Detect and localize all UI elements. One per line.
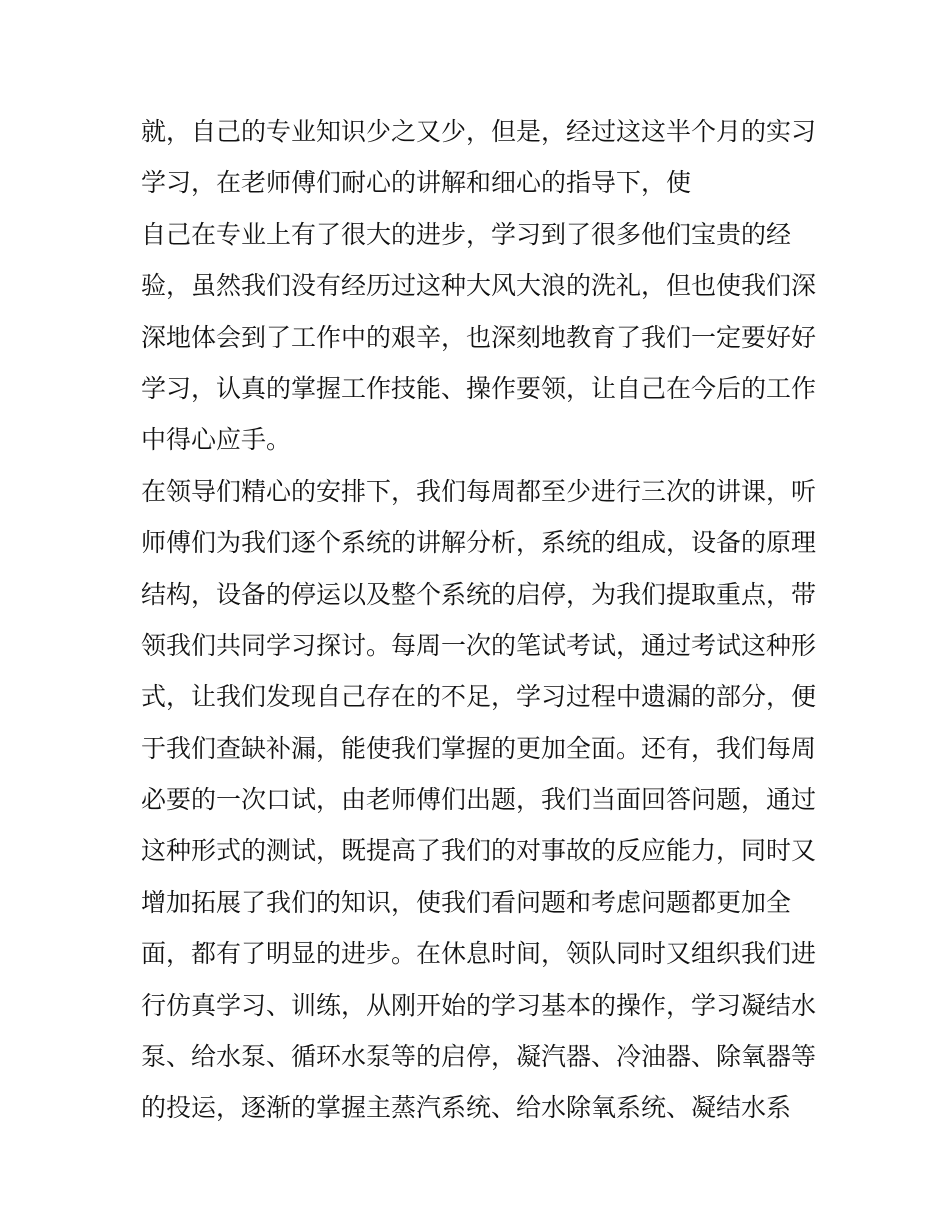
document-body xyxy=(141,106,841,1134)
text-line: 面，都有了明显的进步。在休息时间，领队同时又组织我们进 xyxy=(141,939,817,969)
text-line: 学习，在老师傅们耐心的讲解和细心的指导下，使 xyxy=(141,168,692,198)
text-line: 于我们查缺补漏，能使我们掌握的更加全面。还有，我们每周 xyxy=(141,733,817,763)
text-line: 就，自己的专业知识少之又少，但是，经过这这半个月的实习 xyxy=(141,117,817,146)
text-line: 自己在专业上有了很大的进步，学习到了很多他们宝贵的经 xyxy=(141,219,792,249)
text-line: 中得心应手。 xyxy=(141,425,292,455)
text-line: 行仿真学习、训练，从刚开始的学习基本的操作，学习凝结水 xyxy=(141,990,817,1020)
text-line: 学习，认真的掌握工作技能、操作要领，让自己在今后的工作 xyxy=(141,373,817,403)
text-line: 师傅们为我们逐个系统的讲解分析，系统的组成，设备的原理 xyxy=(141,528,817,558)
text-line: 式，让我们发现自己存在的不足，学习过程中遗漏的部分，便 xyxy=(141,682,817,712)
text-line: 泵、给水泵、循环水泵等的启停，凝汽器、冷油器、除氧器等 xyxy=(141,1042,817,1072)
text-line: 领我们共同学习探讨。每周一次的笔试考试，通过考试这种形 xyxy=(141,630,817,660)
text-line: 结构，设备的停运以及整个系统的启停，为我们提取重点，带 xyxy=(141,579,817,609)
text-line: 深地体会到了工作中的艰辛，也深刻地教育了我们一定要好好 xyxy=(141,322,817,352)
text-line: 的投运，逐渐的掌握主蒸汽系统、给水除氧系统、凝结水系 xyxy=(141,1093,792,1123)
text-line: 验，虽然我们没有经历过这种大风大浪的洗礼，但也使我们深 xyxy=(141,271,817,301)
text-line: 增加拓展了我们的知识，使我们看问题和考虑问题都更加全 xyxy=(141,887,792,917)
text-line: 必要的一次口试，由老师傅们出题，我们当面回答问题，通过 xyxy=(141,785,817,815)
text-line: 这种形式的测试，既提高了我们的对事故的反应能力，同时又 xyxy=(141,836,817,866)
text-line: 在领导们精心的安排下，我们每周都至少进行三次的讲课，听 xyxy=(141,476,817,506)
